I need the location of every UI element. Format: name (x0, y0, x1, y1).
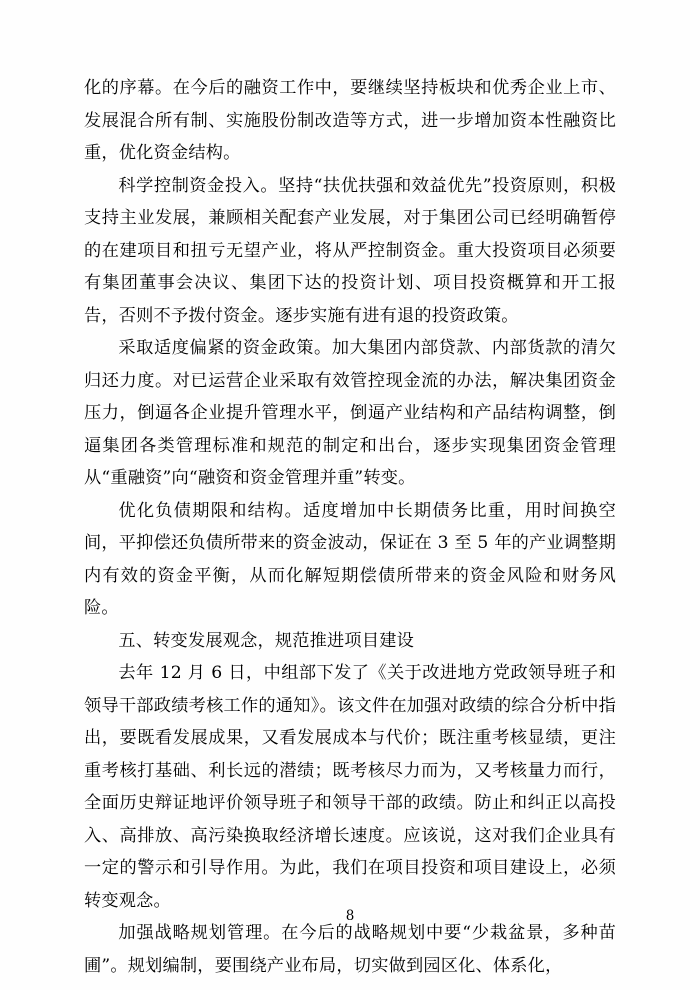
paragraph-6: 去年 12 月 6 日，中组部下发了《关于改进地方党政领导班子和领导干部政绩考核工作的通知》。该文件在加强对政绩的综合分析中指出，要既看发展成果，又看发展成本与代价；既注重考核显绩，更注重考核打基础、利长远的潜绩；既考核尽力而为，又考核量力而行，全面历史辩证地评价领导班子和领导干部的政绩。防止和纠正以高投入、高排放、高污染换取经济增长速度。应该说，这对我们企业具有一定的警示和引导作用。为此，我们在项目投资和项目建设上，必须转变观念。 (84, 663, 616, 911)
paragraph-2: 科学控制资金投入。坚持“扶优扶强和效益优先”投资原则，积极支持主业发展，兼顾相关配套产业发展，对于集团公司已经明确暂停的在建项目和扭亏无望产业，将从严控制资金。重大投资项目必须要有集团董事会决议、集团下达的投资计划、项目投资概算和开工报告，否则不予拨付资金。逐步实施有进有退的投资政策。 (84, 175, 616, 326)
paragraph-7: 加强战略规划管理。在今后的战略规划中要“少栽盆景，多种苗圃”。规划编制，要围绕产业布局，切实做到园区化、体系化， (84, 923, 616, 976)
paragraph-3: 采取适度偏紧的资金政策。加大集团内部贷款、内部货款的清欠归还力度。对已运营企业采取有效管控现金流的办法，解决集团资金压力，倒逼各企业提升管理水平，倒逼产业结构和产品结构调整，倒逼集团各类管理标准和规范的制定和出台，逐步实现集团资金管理从“重融资”向“融资和资金管理并重”转变。 (84, 338, 616, 488)
paragraph-4: 优化负债期限和结构。适度增加中长期债务比重，用时间换空间，平抑偿还负债所带来的资金波动，保证在 3 至 5 年的产业调整期内有效的资金平衡，从而化解短期偿债所带来的资金风险和财务风险。 (84, 500, 616, 618)
document-body (84, 72, 616, 982)
page-number: 8 (345, 908, 355, 924)
section-heading-five: 五、转变发展观念，规范推进项目建设 (118, 630, 414, 651)
paragraph-1: 化的序幕。在今后的融资工作中，要继续坚持板块和优秀企业上市、发展混合所有制、实施股份制改造等方式，进一步增加资本性融资比重，优化资金结构。 (84, 78, 616, 163)
